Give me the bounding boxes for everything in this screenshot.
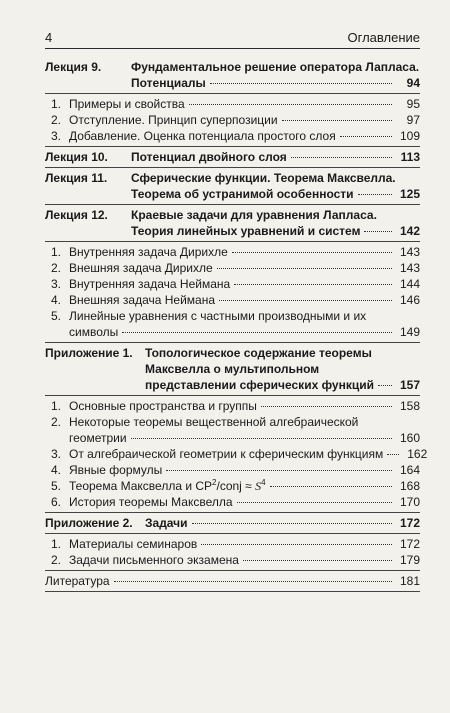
- page-ref: 149: [399, 325, 420, 339]
- page-ref: 162: [407, 447, 428, 461]
- leader-dots: [291, 157, 392, 158]
- page-ref: 125: [399, 187, 420, 201]
- divider: [45, 591, 420, 592]
- toc-entry-lecture-12[interactable]: Лекция 12. Краевые задачи для уравнения Лапласа. Теория линейных уравнений и систем 142: [45, 208, 420, 238]
- page-ref: 144: [399, 277, 420, 291]
- toc-subentry[interactable]: 2. Некоторые теоремы вещественной алгебраической геометрии 160: [51, 415, 420, 445]
- page-ref: 95: [406, 97, 420, 111]
- divider: [45, 167, 420, 168]
- toc-subentry[interactable]: 4. Внешняя задача Неймана 146: [51, 293, 420, 307]
- entry-title: Фундаментальное решение оператора Лапласа.: [131, 60, 420, 74]
- toc-subentry[interactable]: 4. Явные формулы 164: [51, 463, 420, 477]
- running-title: Оглавление: [347, 30, 420, 45]
- page-ref: 170: [399, 495, 420, 509]
- toc-entry-lecture-10[interactable]: Лекция 10. Потенциал двойного слоя 113: [45, 150, 420, 164]
- divider: [45, 146, 420, 147]
- toc-entry-lecture-9[interactable]: Лекция 9. Фундаментальное решение оператора Лапласа. Потенциалы 94: [45, 60, 420, 90]
- toc-subentry[interactable]: 1. Примеры и свойства 95: [51, 97, 420, 111]
- page-ref: 164: [399, 463, 420, 477]
- leader-dots: [122, 332, 392, 333]
- toc-subentry[interactable]: 5. Линейные уравнения с частными производными и их символы 149: [51, 309, 420, 339]
- page-number: 4: [45, 30, 53, 45]
- leader-dots: [114, 581, 392, 582]
- page-ref: 97: [406, 113, 420, 127]
- page-ref: 160: [399, 431, 420, 445]
- divider: [45, 241, 420, 242]
- page-ref: 181: [399, 574, 420, 588]
- toc-entry-bibliography[interactable]: Литература 181: [45, 574, 420, 588]
- leader-dots: [261, 406, 392, 407]
- page-ref: 168: [399, 479, 420, 493]
- leader-dots: [237, 502, 392, 503]
- page-ref: 172: [399, 537, 420, 551]
- leader-dots: [210, 83, 392, 84]
- leader-dots: [270, 486, 392, 487]
- toc-subentry[interactable]: 5. Теорема Максвелла и $CP^2$/conj ≈ $S^4$ 168: [51, 478, 420, 493]
- header-rule: [45, 48, 420, 49]
- page-ref: 142: [399, 224, 420, 238]
- page-ref: 158: [399, 399, 420, 413]
- leader-dots: [234, 284, 392, 285]
- toc-subentry[interactable]: 6. История теоремы Максвелла 170: [51, 495, 420, 509]
- leader-dots: [340, 136, 392, 137]
- toc-subentry[interactable]: 1. Материалы семинаров 172: [51, 537, 420, 551]
- divider: [45, 342, 420, 343]
- leader-dots: [201, 544, 392, 545]
- leader-dots: [364, 231, 392, 232]
- leader-dots: [358, 194, 392, 195]
- divider: [45, 204, 420, 205]
- toc-subentry[interactable]: 3. Внутренняя задача Неймана 144: [51, 277, 420, 291]
- leader-dots: [378, 385, 392, 386]
- divider: [45, 512, 420, 513]
- leader-dots: [166, 470, 392, 471]
- toc-subentry[interactable]: 1. Основные пространства и группы 158: [51, 399, 420, 413]
- leader-dots: [217, 268, 392, 269]
- toc-entry-appendix-1[interactable]: Приложение 1. Топологическое содержание теоремы Максвелла о мультипольном представлении сферических функций 157: [45, 346, 420, 392]
- entry-title: Потенциалы: [131, 76, 206, 90]
- page-ref: 172: [399, 516, 420, 530]
- page-ref: 109: [399, 129, 420, 143]
- leader-dots: [192, 523, 392, 524]
- leader-dots: [282, 120, 392, 121]
- page-ref: 157: [399, 378, 420, 392]
- toc-entry-appendix-2[interactable]: Приложение 2. Задачи 172: [45, 516, 420, 530]
- leader-dots: [232, 252, 392, 253]
- toc-subentry[interactable]: 2. Отступление. Принцип суперпозиции 97: [51, 113, 420, 127]
- page-ref: 143: [399, 261, 420, 275]
- toc-subentry[interactable]: 2. Внешняя задача Дирихле 143: [51, 261, 420, 275]
- leader-dots: [131, 438, 392, 439]
- page-ref: 113: [400, 150, 420, 164]
- toc-subentry[interactable]: 3. Добавление. Оценка потенциала простого слоя 109: [51, 129, 420, 143]
- divider: [45, 93, 420, 94]
- divider: [45, 395, 420, 396]
- leader-dots: [387, 454, 399, 455]
- leader-dots: [189, 104, 392, 105]
- leader-dots: [243, 560, 392, 561]
- divider: [45, 570, 420, 571]
- page-ref: 143: [399, 245, 420, 259]
- toc-subentry[interactable]: 1. Внутренняя задача Дирихле 143: [51, 245, 420, 259]
- leader-dots: [219, 300, 392, 301]
- toc-subentry[interactable]: 3. От алгебраической геометрии к сферическим функциям 162: [51, 447, 428, 461]
- toc-entry-lecture-11[interactable]: Лекция 11. Сферические функции. Теорема Максвелла. Теорема об устранимой особенности 125: [45, 171, 420, 201]
- toc-subentry[interactable]: 2. Задачи письменного экзамена 179: [51, 553, 420, 567]
- divider: [45, 533, 420, 534]
- table-of-contents: [45, 59, 428, 594]
- page-ref: 146: [399, 293, 420, 307]
- running-head: [45, 30, 420, 45]
- page-ref: 94: [406, 76, 420, 90]
- page-ref: 179: [399, 553, 420, 567]
